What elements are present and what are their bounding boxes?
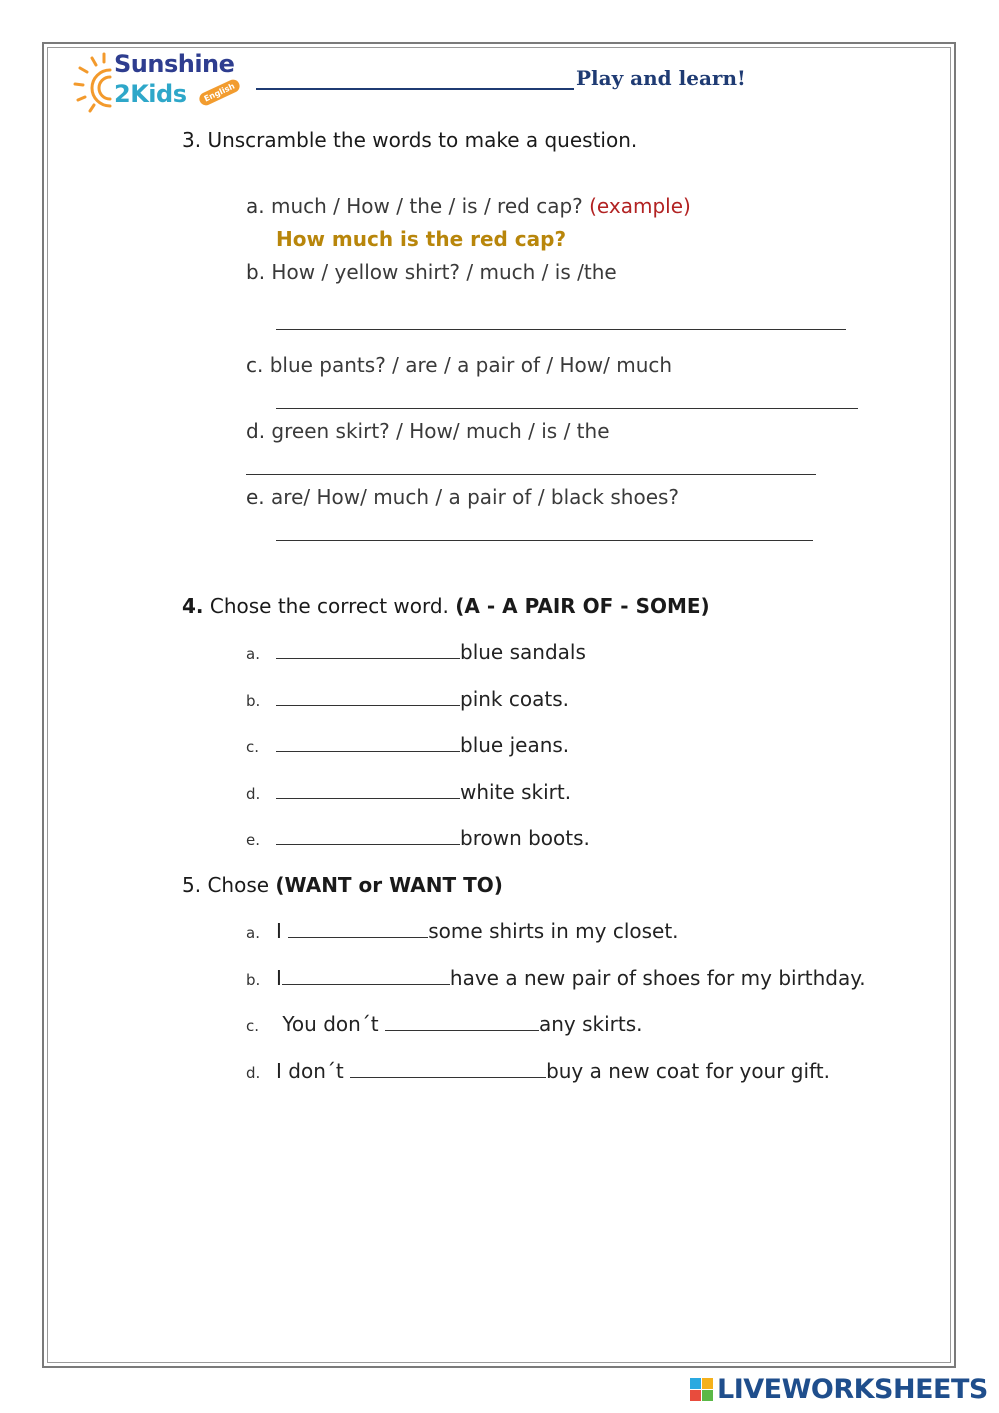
sun-icon — [72, 50, 116, 114]
liveworksheets-text: LIVEWORKSHEETS — [717, 1374, 988, 1405]
q5-text: 5. Chose — [182, 873, 276, 897]
q4-item-b — [246, 687, 569, 711]
q4-item-e — [246, 826, 590, 850]
q3-item-d-text: green skirt? / How/ much / is / the — [271, 419, 610, 443]
q5-item-b-blank[interactable] — [282, 983, 450, 985]
q4-item-e-letter: e. — [246, 831, 260, 849]
liveworksheets-icon — [690, 1378, 714, 1402]
logo-english-badge: English — [197, 78, 241, 108]
q5-item-a-before: I — [276, 919, 289, 943]
q4-item-b-blank[interactable] — [276, 704, 460, 706]
q3-item-a-text: much / How / the / is / red cap? — [270, 194, 583, 218]
q4-number: 4. — [182, 594, 204, 618]
q5-item-c — [246, 1012, 643, 1036]
q5-item-b — [246, 966, 866, 990]
q4-item-a-letter: a. — [246, 645, 260, 663]
q4-options: (A - A PAIR OF - SOME) — [455, 594, 710, 618]
q3-item-d-answer-line[interactable] — [246, 474, 816, 475]
q5-item-b-letter: b. — [246, 971, 261, 989]
header-title: Play and learn! — [576, 66, 746, 90]
q4-item-e-text: brown boots. — [460, 826, 590, 850]
q3-item-c-letter: c. — [246, 353, 264, 377]
q4-item-a — [246, 640, 586, 664]
q5-options: (WANT or WANT TO) — [275, 873, 503, 897]
q4-item-b-letter: b. — [246, 692, 261, 710]
q5-item-a — [246, 919, 679, 943]
q4-instruction — [182, 594, 710, 618]
q4-item-c-letter: c. — [246, 738, 260, 756]
q3-item-c-answer-line[interactable] — [276, 408, 858, 409]
q3-item-b-text: How / yellow shirt? / much / is /the — [271, 260, 617, 284]
q3-item-d-letter: d. — [246, 419, 266, 443]
q3-item-e-letter: e. — [246, 485, 265, 509]
q5-item-c-letter: c. — [246, 1017, 260, 1035]
q4-item-a-text: blue sandals — [460, 640, 586, 664]
q4-item-d-letter: d. — [246, 785, 261, 803]
logo-2kids-text: 2Kids — [114, 80, 187, 108]
q5-item-a-blank[interactable] — [288, 936, 428, 938]
q4-item-d-text: white skirt. — [460, 780, 572, 804]
q3-item-a — [246, 194, 691, 218]
q5-item-b-before: I — [276, 966, 282, 990]
q4-item-c — [246, 733, 569, 757]
q4-item-a-blank[interactable] — [276, 657, 460, 659]
q3-item-c-text: blue pants? / are / a pair of / How/ much — [269, 353, 673, 377]
q3-item-e-text: are/ How/ much / a pair of / black shoes? — [271, 485, 680, 509]
q3-item-e — [246, 485, 679, 509]
q5-item-a-letter: a. — [246, 924, 260, 942]
sunshine-2kids-logo — [72, 50, 242, 114]
q4-item-c-text: blue jeans. — [460, 733, 570, 757]
q5-item-d-blank[interactable] — [350, 1076, 546, 1078]
q5-item-d-letter: d. — [246, 1064, 261, 1082]
q3-item-c — [246, 353, 672, 377]
logo-sunshine-text: Sunshine — [114, 50, 235, 78]
q5-item-c-after: any skirts. — [539, 1012, 643, 1036]
q4-item-e-blank[interactable] — [276, 843, 460, 845]
q3-item-e-answer-line[interactable] — [276, 540, 813, 541]
q5-item-d-after: buy a new coat for your gift. — [546, 1059, 830, 1083]
q3-item-d — [246, 419, 610, 443]
q5-item-c-before: You don´t — [276, 1012, 385, 1036]
q4-item-c-blank[interactable] — [276, 750, 460, 752]
q3-item-b — [246, 260, 617, 284]
q4-text: Chose the correct word. — [203, 594, 456, 618]
q4-item-b-text: pink coats. — [460, 687, 569, 711]
q3-item-a-answer: How much is the red cap? — [276, 227, 567, 251]
q3-item-b-letter: b. — [246, 260, 266, 284]
q5-item-b-after: have a new pair of shoes for my birthday. — [449, 966, 866, 990]
q5-item-c-blank[interactable] — [385, 1029, 539, 1031]
q3-item-b-answer-line[interactable] — [276, 329, 846, 330]
q5-item-d-before: I don´t — [276, 1059, 351, 1083]
q3-item-a-letter: a. — [246, 194, 265, 218]
q3-item-a-note: (example) — [589, 194, 691, 218]
q4-item-d-blank[interactable] — [276, 797, 460, 799]
name-blank-line[interactable] — [256, 88, 574, 90]
q4-item-d — [246, 780, 571, 804]
q5-item-a-after: some shirts in my closet. — [428, 919, 679, 943]
q5-instruction — [182, 873, 503, 897]
q5-item-d — [246, 1059, 830, 1083]
q3-instruction: 3. Unscramble the words to make a question. — [182, 128, 638, 152]
